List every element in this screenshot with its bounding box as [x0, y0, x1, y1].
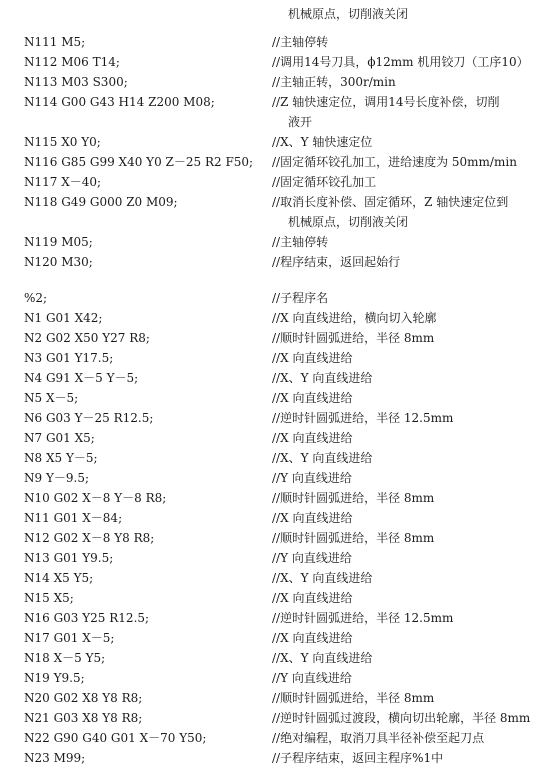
nc-code: N11 G01 X－84;: [24, 511, 123, 525]
nc-code: N115 X0 Y0;: [24, 135, 101, 149]
nc-code: N118 G49 G000 Z0 M09;: [24, 195, 178, 209]
nc-code: N17 G01 X－5;: [24, 631, 115, 645]
nc-comment: //Y 向直线进给: [272, 551, 352, 565]
nc-comment: //X 向直线进给: [272, 431, 353, 445]
nc-code: N120 M30;: [24, 255, 93, 269]
nc-code: N22 G90 G40 G01 X－70 Y50;: [24, 731, 207, 745]
nc-comment: //X、Y 向直线进给: [272, 371, 373, 385]
nc-code: N6 G03 Y－25 R12.5;: [24, 411, 154, 425]
nc-comment: //顺时针圆弧进给，半径 8mm: [272, 491, 435, 505]
line-n113: [0, 72, 556, 92]
nc-comment: //子程序名: [272, 291, 329, 305]
line-n17: [0, 628, 556, 648]
line-n19: [0, 668, 556, 688]
line-n3: [0, 348, 556, 368]
nc-comment: //X 向直线进给: [272, 631, 353, 645]
line-n13: [0, 548, 556, 568]
nc-comment: //绝对编程，取消刀具半径补偿至起刀点: [272, 731, 485, 745]
nc-comment: //Z 轴快速定位，调用14号长度补偿，切削: [272, 95, 500, 109]
comment-continuation: 机械原点，切削液关闭: [288, 215, 409, 229]
nc-code: N111 M5;: [24, 35, 86, 49]
nc-code: N23 M99;: [24, 751, 86, 765]
line-n117: [0, 172, 556, 192]
nc-code: N12 G02 X－8 Y8 R8;: [24, 531, 155, 545]
nc-comment: //程序结束，返回起始行: [272, 255, 401, 269]
line-n118-cont: [0, 212, 556, 232]
nc-comment: //顺时针圆弧进给，半径 8mm: [272, 691, 435, 705]
line-n9: [0, 468, 556, 488]
nc-code: N116 G85 G99 X40 Y0 Z－25 R2 F50;: [24, 155, 254, 169]
nc-comment: //逆时针圆弧进给，半径 12.5mm: [272, 611, 454, 625]
nc-comment: //固定循环铰孔加工，进给速度为 50mm/min: [272, 155, 517, 169]
nc-code: N18 X－5 Y5;: [24, 651, 106, 665]
nc-code: N5 X－5;: [24, 391, 79, 405]
line-n118: [0, 192, 556, 212]
comment-continuation: 液开: [288, 115, 313, 129]
line-n16: [0, 608, 556, 628]
nc-comment: //X 向直线进给: [272, 391, 353, 405]
line-n11: [0, 508, 556, 528]
nc-code: N1 G01 X42;: [24, 311, 103, 325]
nc-comment: //主轴停转: [272, 35, 329, 49]
line-n12: [0, 528, 556, 548]
line-n6: [0, 408, 556, 428]
nc-code: N21 G03 X8 Y8 R8;: [24, 711, 143, 725]
nc-code: N20 G02 X8 Y8 R8;: [24, 691, 143, 705]
nc-code: N9 Y－9.5;: [24, 471, 89, 485]
nc-code: N2 G02 X50 Y27 R8;: [24, 331, 150, 345]
nc-comment: //子程序结束，返回主程序%1中: [272, 751, 444, 765]
nc-code: N8 X5 Y－5;: [24, 451, 98, 465]
line-n22: [0, 728, 556, 748]
nc-code: N4 G91 X－5 Y－5;: [24, 371, 139, 385]
nc-code: %2;: [24, 291, 48, 305]
line-n114: [0, 92, 556, 112]
nc-code: N3 G01 Y17.5;: [24, 351, 114, 365]
nc-comment: //X、Y 向直线进给: [272, 451, 373, 465]
line-n8: [0, 448, 556, 468]
nc-code: N119 M05;: [24, 235, 93, 249]
nc-comment: //Y 向直线进给: [272, 671, 352, 685]
line-n15: [0, 588, 556, 608]
line-n1: [0, 308, 556, 328]
nc-comment: //X、Y 轴快速定位: [272, 135, 373, 149]
nc-code: N113 M03 S300;: [24, 75, 128, 89]
nc-comment: //X、Y 向直线进给: [272, 571, 373, 585]
line-n111: [0, 32, 556, 52]
line-n114-cont: [0, 112, 556, 132]
nc-comment: //逆时针圆弧过渡段，横向切出轮廓，半径 8mm: [272, 711, 531, 725]
nc-code: N19 Y9.5;: [24, 671, 85, 685]
line-n20: [0, 688, 556, 708]
nc-code: N117 X－40;: [24, 175, 102, 189]
nc-code: N112 M06 T14;: [24, 55, 120, 69]
nc-comment: //逆时针圆弧进给，半径 12.5mm: [272, 411, 454, 425]
nc-code: N14 X5 Y5;: [24, 571, 94, 585]
nc-comment: //X、Y 向直线进给: [272, 651, 373, 665]
nc-comment: //X 向直线进给: [272, 351, 353, 365]
nc-comment: //调用14号刀具，ϕ12mm 机用铰刀（工序10）: [272, 55, 529, 69]
nc-code: N13 G01 Y9.5;: [24, 551, 114, 565]
line-1: [0, 4, 556, 24]
line-n112: [0, 52, 556, 72]
nc-code: N15 X5;: [24, 591, 74, 605]
nc-comment: //主轴停转: [272, 235, 329, 249]
line-n115: [0, 132, 556, 152]
nc-code: N16 G03 Y25 R12.5;: [24, 611, 150, 625]
nc-comment: //X 向直线进给: [272, 511, 353, 525]
comment-continuation: 机械原点，切削液关闭: [288, 7, 409, 21]
line-n120: [0, 252, 556, 272]
line-n5: [0, 388, 556, 408]
nc-code: N114 G00 G43 H14 Z200 M08;: [24, 95, 215, 109]
line-n119: [0, 232, 556, 252]
line-n18: [0, 648, 556, 668]
line-n7: [0, 428, 556, 448]
nc-code: N10 G02 X－8 Y－8 R8;: [24, 491, 167, 505]
line-n23: [0, 748, 556, 768]
nc-comment: //X 向直线进给，横向切入轮廓: [272, 311, 437, 325]
nc-comment: //主轴正转，300r/min: [272, 75, 396, 89]
line-subprogram-name: [0, 288, 556, 308]
nc-comment: //顺时针圆弧进给，半径 8mm: [272, 531, 435, 545]
nc-comment: //固定循环铰孔加工: [272, 175, 377, 189]
nc-comment: //X 向直线进给: [272, 591, 353, 605]
nc-comment: //顺时针圆弧进给，半径 8mm: [272, 331, 435, 345]
nc-code: N7 G01 X5;: [24, 431, 95, 445]
line-n2: [0, 328, 556, 348]
line-n116: [0, 152, 556, 172]
nc-comment: //取消长度补偿、固定循环，Z 轴快速定位到: [272, 195, 509, 209]
line-n10: [0, 488, 556, 508]
line-n21: [0, 708, 556, 728]
nc-comment: //Y 向直线进给: [272, 471, 352, 485]
line-n4: [0, 368, 556, 388]
line-n14: [0, 568, 556, 588]
